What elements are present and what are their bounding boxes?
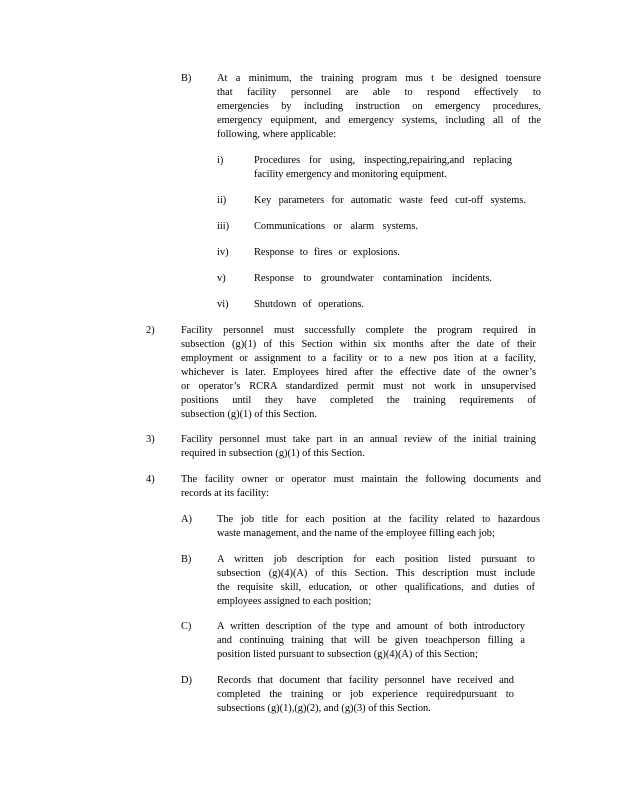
item-text: [254, 154, 512, 182]
text-line: Procedures for using, inspecting,repairing,and replacing: [254, 155, 512, 166]
text-line: records at its facility:: [181, 488, 270, 499]
item-text: [254, 272, 492, 286]
text-line: The job title for each position at the facility related to hazardous: [217, 514, 540, 525]
text-line: subsections (g)(1),(g)(2), and (g)(3) of this Section.: [217, 703, 431, 714]
item-text: [181, 433, 536, 461]
text-line: emergencies by including instruction on emergency procedures,: [217, 101, 541, 112]
text-line: Response to fires or explosions.: [254, 247, 400, 258]
item-text: [181, 473, 541, 501]
text-line: Facility personnel must successfully complete the program required in: [181, 325, 536, 336]
item-label: i): [217, 155, 224, 166]
text-line: Records that document that facility personnel have received and: [217, 675, 514, 686]
text-line: employment or assignment to a facility or to a new pos ition at a facility,: [181, 353, 536, 364]
item-text: [254, 246, 400, 260]
item-label: D): [181, 675, 192, 686]
item-label: 4): [146, 474, 155, 485]
text-line: Facility personnel must take part in an annual review of the initial training: [181, 434, 536, 445]
text-line: employees assigned to each position;: [217, 596, 372, 607]
text-line: the requisite skill, education, or other qualifications, and duties of: [217, 582, 535, 593]
text-line: emergency equipment, and emergency systems, including all of the: [217, 115, 541, 126]
text-line: or operator’s RCRA standardized permit must not work in unsupervised: [181, 381, 536, 392]
text-line: completed the training or job experience requiredpursuant to: [217, 689, 514, 700]
text-line: position listed pursuant to subsection (g)(4)(A) of this Section;: [217, 649, 478, 660]
text-line: subsection (g)(1) of this Section.: [181, 409, 317, 420]
item-label: A): [181, 514, 192, 525]
text-line: A written description of the type and amount of both introductory: [217, 621, 525, 632]
text-line: following, where applicable:: [217, 129, 337, 140]
item-text: [254, 298, 364, 312]
item-label: B): [181, 554, 192, 565]
item-text: [217, 72, 541, 142]
text-line: Response to groundwater contamination incidents.: [254, 273, 492, 284]
text-line: At a minimum, the training program mus t be designed toensure: [217, 73, 541, 84]
item-label: 2): [146, 325, 155, 336]
item-text: [254, 194, 526, 208]
text-line: positions until they have completed the training requirements of: [181, 395, 536, 406]
item-text: [217, 553, 535, 609]
item-text: [217, 674, 514, 716]
item-label: ii): [217, 195, 227, 206]
item-label: iv): [217, 247, 229, 258]
text-line: and continuing training that will be given toeachperson filling a: [217, 635, 525, 646]
text-line: whichever is later. Employees hired after the effective date of the owner’s: [181, 367, 536, 378]
text-line: required in subsection (g)(1) of this Section.: [181, 448, 365, 459]
text-line: waste management, and the name of the employee filling each job;: [217, 528, 495, 539]
text-line: subsection (g)(1) of this Section within six months after the date of their: [181, 339, 536, 350]
text-line: facility emergency and monitoring equipment.: [254, 169, 447, 180]
text-line: subsection (g)(4)(A) of this Section. This description must include: [217, 568, 535, 579]
item-label: iii): [217, 221, 230, 232]
item-label: C): [181, 621, 192, 632]
item-text: [217, 513, 540, 541]
text-line: Communications or alarm systems.: [254, 221, 418, 232]
item-label: v): [217, 273, 226, 284]
text-line: The facility owner or operator must maintain the following documents and: [181, 474, 541, 485]
text-line: A written job description for each position listed pursuant to: [217, 554, 535, 565]
text-line: Key parameters for automatic waste feed cut-off systems.: [254, 195, 526, 206]
item-text: [181, 324, 536, 422]
item-text: [254, 220, 418, 234]
item-text: [217, 620, 525, 662]
item-label: vi): [217, 299, 229, 310]
item-label: B): [181, 73, 192, 84]
text-line: that facility personnel are able to respond effectively to: [217, 87, 541, 98]
item-label: 3): [146, 434, 155, 445]
text-line: Shutdown of operations.: [254, 299, 364, 310]
